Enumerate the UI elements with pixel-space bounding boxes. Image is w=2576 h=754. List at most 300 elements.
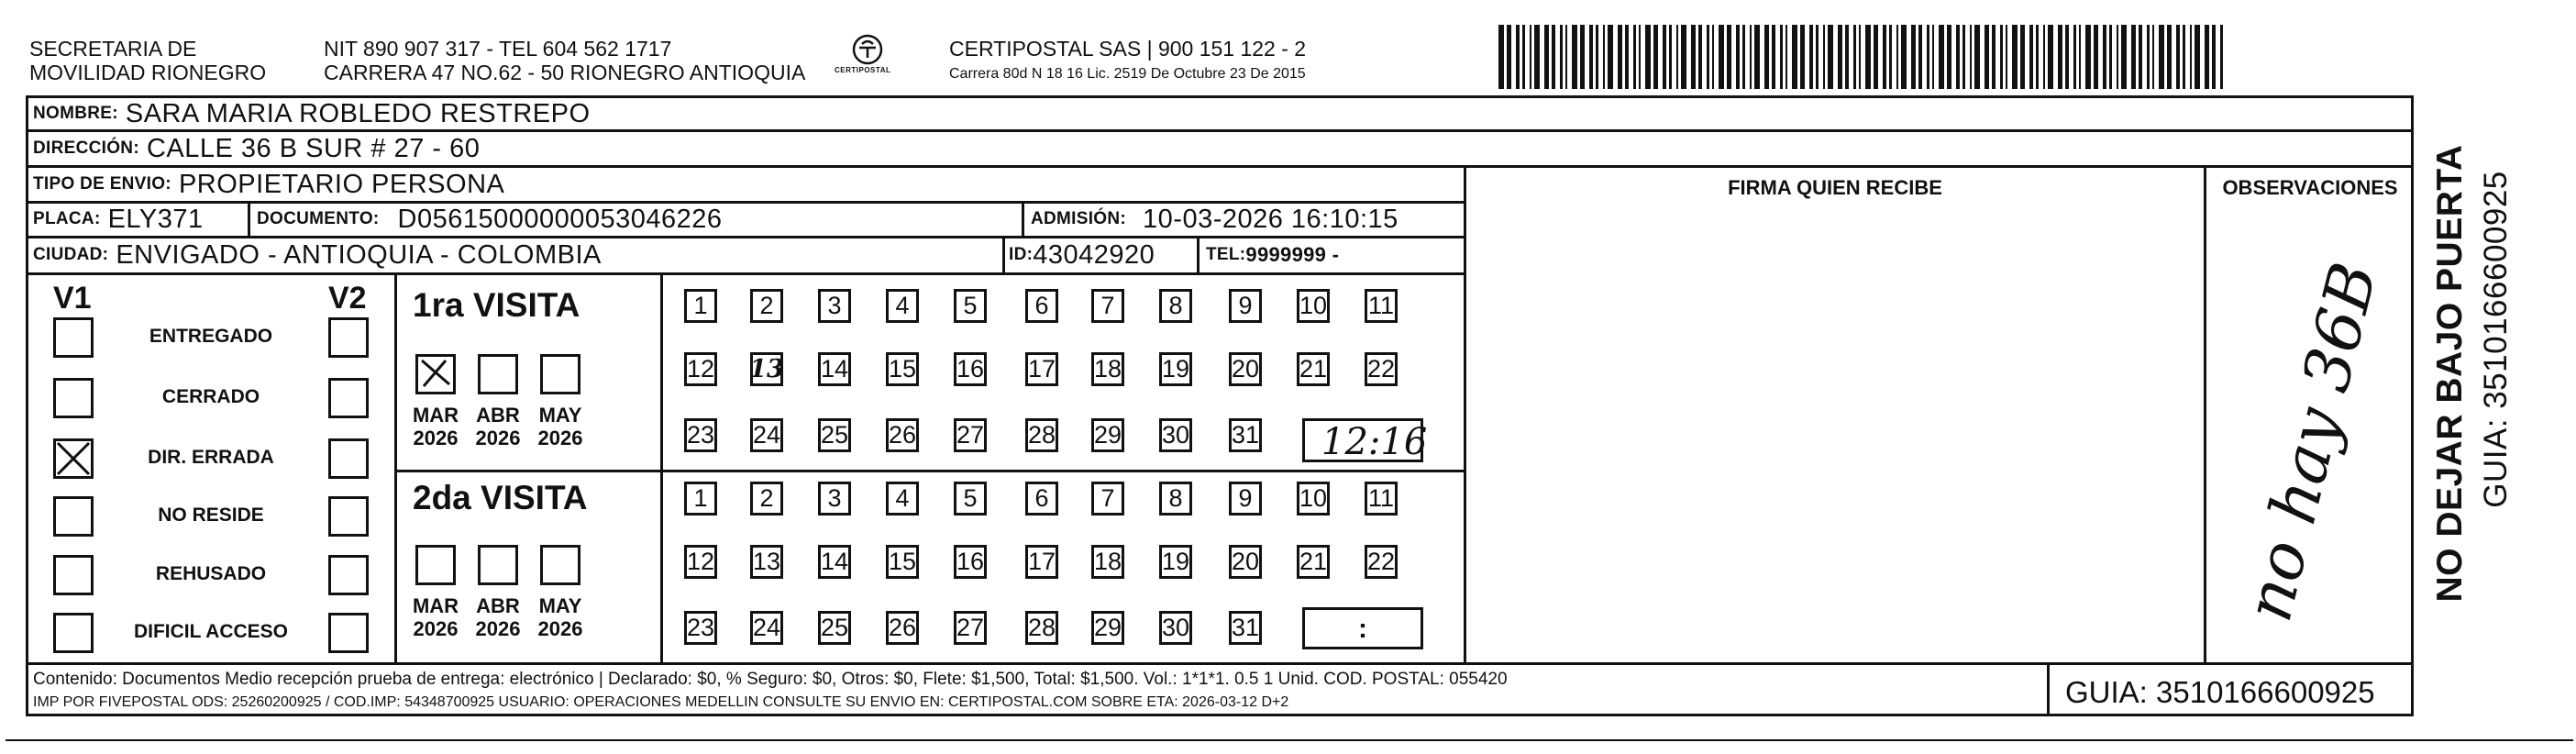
- second-visit-day-8[interactable]: [1159, 482, 1192, 516]
- barcode-bar: [1633, 25, 1636, 89]
- barcode-bar: [2094, 25, 2098, 89]
- first-visit-day-12[interactable]: [684, 352, 717, 386]
- second-visit-month-may[interactable]: [540, 545, 580, 585]
- barcode-bar: [1669, 25, 1672, 89]
- second-visit-day-19[interactable]: [1159, 545, 1192, 579]
- barcode-bar: [1985, 25, 1989, 89]
- day-number: 14: [820, 355, 849, 383]
- day-number: 23: [686, 614, 715, 641]
- v1-checkbox-dir-errada[interactable]: [53, 438, 94, 479]
- day-number: 22: [1366, 355, 1396, 383]
- first-visit-day-11[interactable]: [1365, 289, 1398, 323]
- barcode-bar: [2085, 25, 2091, 89]
- month-label-may: [530, 594, 591, 640]
- barcode-bar: [1823, 25, 1825, 89]
- day-number: 27: [956, 421, 985, 449]
- day-number: 24: [752, 421, 781, 449]
- first-visit-day-16[interactable]: [954, 352, 987, 386]
- second-visit-day-1[interactable]: [684, 482, 717, 516]
- barcode-bar: [1608, 25, 1613, 89]
- month-name: MAR: [412, 404, 459, 427]
- firma-header: FIRMA QUIEN RECIBE: [1728, 176, 1942, 199]
- barcode-bar: [1970, 25, 1972, 89]
- first-visit-day-17[interactable]: [1025, 352, 1058, 386]
- day-number: 27: [956, 614, 985, 641]
- barcode-bar: [1653, 25, 1658, 89]
- documento-value: D05615000000053046226: [397, 204, 723, 234]
- barcode-bar: [1992, 25, 1996, 89]
- placa-value: ELY371: [107, 204, 204, 234]
- month-year: 2026: [475, 617, 521, 640]
- first-visit-day-5[interactable]: [954, 289, 987, 323]
- day-number: 31: [1231, 421, 1260, 449]
- barcode-bar: [2036, 25, 2039, 89]
- day-number: 26: [888, 614, 917, 641]
- second-visit-day-20[interactable]: [1229, 545, 1262, 579]
- first-visit-day-14[interactable]: [818, 352, 851, 386]
- day-number: 15: [888, 355, 917, 383]
- tel-value: 9999999 -: [1245, 243, 1340, 266]
- v2-header: V2: [328, 281, 367, 316]
- first-visit-day-9[interactable]: [1229, 289, 1262, 323]
- barcode-bar: [1896, 25, 1898, 89]
- second-visit-day-14[interactable]: [818, 545, 851, 579]
- bottom-rule: [6, 739, 2573, 741]
- barcode-bar: [1792, 25, 1797, 89]
- first-visit-day-28[interactable]: [1025, 418, 1058, 452]
- barcode-bar: [1698, 25, 1702, 89]
- day-number: 8: [1168, 292, 1183, 319]
- ciudad-value: ENVIGADO - ANTIOQUIA - COLOMBIA: [116, 239, 602, 270]
- month-name: MAR: [412, 594, 459, 617]
- barcode-bar: [2167, 25, 2172, 89]
- barcode-bar: [1974, 25, 1980, 89]
- v1-checkbox-cerrado[interactable]: [53, 378, 94, 418]
- day-number: 9: [1238, 484, 1253, 512]
- second-visit-day-21[interactable]: [1297, 545, 1330, 579]
- status-label-rehusado: REHUSADO: [155, 563, 267, 584]
- observations-handwriting: [2217, 255, 2393, 633]
- barcode-bar: [1800, 25, 1805, 89]
- barcode-bar: [1603, 25, 1605, 89]
- barcode-bar: [1853, 25, 1856, 89]
- barcode-bar: [2020, 25, 2025, 89]
- first-visit-month-abr[interactable]: [478, 354, 518, 394]
- nombre-value: SARA MARIA ROBLEDO RESTREPO: [125, 98, 591, 128]
- second-visit-day-10[interactable]: [1297, 482, 1330, 516]
- second-visit-day-24[interactable]: [750, 611, 783, 645]
- second-visit-day-22[interactable]: [1365, 545, 1398, 579]
- barcode-bar: [1596, 25, 1598, 89]
- admision-value: 10-03-2026 16:10:15: [1143, 204, 1399, 234]
- second-visit-day-27[interactable]: [954, 611, 987, 645]
- footer-guia: GUIA: 3510166600925: [2065, 675, 2375, 709]
- first-visit-day-18[interactable]: [1091, 352, 1124, 386]
- first-visit-day-8[interactable]: [1159, 289, 1192, 323]
- barcode-bar: [1580, 25, 1585, 89]
- barcode-bar: [1889, 25, 1892, 89]
- day-number: 13: [749, 355, 784, 383]
- day-number: 21: [1299, 355, 1328, 383]
- id-row: [1009, 238, 1155, 272]
- tipo-row: [33, 168, 504, 201]
- no-dejar-text: NO DEJAR BAJO PUERTA: [2430, 144, 2470, 603]
- month-label-mar: [405, 404, 466, 449]
- day-number: 8: [1168, 484, 1183, 512]
- day-number: 10: [1299, 484, 1328, 512]
- second-visit-day-5[interactable]: [954, 482, 987, 516]
- v2-checkbox-dir-errada[interactable]: [328, 438, 369, 479]
- barcode-bar: [1809, 25, 1813, 89]
- first-visit-day-20[interactable]: [1229, 352, 1262, 386]
- month-name: ABR: [476, 404, 520, 427]
- day-number: 7: [1100, 292, 1115, 319]
- barcode-bar: [2139, 25, 2142, 89]
- month-name: ABR: [476, 594, 520, 617]
- barcode-bar: [1874, 25, 1878, 89]
- sender-info: [324, 37, 805, 84]
- barcode-bar: [1530, 25, 1531, 89]
- barcode-bar: [1927, 25, 1929, 89]
- admision-label: ADMISIÓN:: [1031, 209, 1127, 228]
- first-visit-day-22[interactable]: [1365, 352, 1398, 386]
- first-visit-day-13[interactable]: [750, 352, 783, 386]
- observaciones-header: OBSERVACIONES: [2222, 176, 2398, 199]
- day-number: 23: [686, 421, 715, 449]
- barcode-bar: [1939, 25, 1944, 89]
- barcode-bar: [1918, 25, 1922, 89]
- day-number: 20: [1231, 548, 1260, 575]
- barcode-bar: [2152, 25, 2154, 89]
- second-visit-day-26[interactable]: [886, 611, 919, 645]
- second-visit-day-29[interactable]: [1091, 611, 1124, 645]
- v2-checkbox-cerrado[interactable]: [328, 378, 369, 418]
- footer-content-line: Contenido: Documentos Medio recepción prueba de entrega: electrónico | Declarado: $0, % Seguro: $0, Otros: $0, Flete: $1,500, Total: $1,500. Vol.: 1*1*1. 0.5 1 Unid. COD. POSTAL: 055420: [33, 670, 1508, 689]
- day-number: 25: [820, 421, 849, 449]
- first-visit-day-19[interactable]: [1159, 352, 1192, 386]
- barcode-bar: [2147, 25, 2150, 89]
- barcode: [1498, 25, 2227, 89]
- day-number: 18: [1093, 548, 1122, 575]
- first-visit-month-may[interactable]: [540, 354, 580, 394]
- day-number: 5: [963, 292, 978, 319]
- barcode-bar: [2176, 25, 2180, 89]
- second-visit-day-13[interactable]: [750, 545, 783, 579]
- logo-text: CERTIPOSTAL: [835, 66, 891, 74]
- second-visit-title: 2da VISITA: [413, 479, 588, 516]
- day-number: 29: [1093, 614, 1122, 641]
- first-visit-day-10[interactable]: [1297, 289, 1330, 323]
- month-name: MAY: [538, 404, 582, 427]
- placa-row: [33, 203, 204, 236]
- day-number: 6: [1034, 292, 1049, 319]
- barcode-bar: [2029, 25, 2033, 89]
- second-visit-day-17[interactable]: [1025, 545, 1058, 579]
- license-line: Carrera 80d N 18 16 Lic. 2519 De Octubre 23 De 2015: [949, 66, 1306, 82]
- month-label-abr: [468, 404, 528, 449]
- day-number: 4: [895, 292, 910, 319]
- second-visit-day-15[interactable]: [886, 545, 919, 579]
- barcode-bar: [1618, 25, 1622, 89]
- ciudad-label: CIUDAD:: [33, 245, 109, 264]
- barcode-bar: [2006, 25, 2007, 89]
- barcode-bar: [1507, 25, 1511, 89]
- day-number: 21: [1299, 548, 1328, 575]
- first-visit-time: 12:16: [1321, 421, 1428, 463]
- second-visit-day-18[interactable]: [1091, 545, 1124, 579]
- day-number: 12: [686, 355, 715, 383]
- first-visit-day-31[interactable]: [1229, 418, 1262, 452]
- first-visit-day-23[interactable]: [684, 418, 717, 452]
- month-label-abr: [468, 594, 528, 640]
- barcode-bar: [1681, 25, 1686, 89]
- first-visit-day-26[interactable]: [886, 418, 919, 452]
- barcode-bar: [1859, 25, 1861, 89]
- barcode-bar: [1901, 25, 1907, 89]
- barcode-bar: [2131, 25, 2136, 89]
- barcode-bar: [2103, 25, 2106, 89]
- barcode-bar: [2065, 25, 2069, 89]
- barcode-bar: [1772, 25, 1775, 89]
- first-visit-day-6[interactable]: [1025, 289, 1058, 323]
- first-visit-day-21[interactable]: [1297, 352, 1330, 386]
- first-visit-day-4[interactable]: [886, 289, 919, 323]
- second-visit-month-abr[interactable]: [478, 545, 518, 585]
- sender-line-2: MOVILIDAD RIONEGRO: [29, 61, 267, 84]
- second-visit-day-23[interactable]: [684, 611, 717, 645]
- day-number: 6: [1034, 484, 1049, 512]
- barcode-bar: [2048, 25, 2053, 89]
- barcode-bar: [1816, 25, 1819, 89]
- x-mark-icon: [56, 441, 91, 476]
- barcode-bar: [1764, 25, 1769, 89]
- day-number: 5: [963, 484, 978, 512]
- month-name: MAY: [538, 594, 582, 617]
- v1-header: V1: [53, 281, 92, 316]
- month-label-may: [530, 404, 591, 449]
- barcode-bar: [1712, 25, 1714, 89]
- direccion-value: CALLE 36 B SUR # 27 - 60: [146, 133, 481, 163]
- tel-label: TEL:: [1206, 245, 1246, 264]
- day-number: 3: [827, 292, 842, 319]
- month-label-mar: [405, 594, 466, 640]
- barcode-bar: [1625, 25, 1629, 89]
- day-number: 1: [693, 292, 708, 319]
- day-number: 12: [686, 548, 715, 575]
- second-visit-day-3[interactable]: [818, 482, 851, 516]
- day-number: 3: [827, 484, 842, 512]
- second-visit-day-6[interactable]: [1025, 482, 1058, 516]
- day-number: 31: [1231, 614, 1260, 641]
- barcode-bar: [1572, 25, 1577, 89]
- barcode-bar: [1883, 25, 1886, 89]
- company-line: CERTIPOSTAL SAS | 900 151 122 - 2: [949, 37, 1307, 61]
- barcode-bar: [1498, 25, 1504, 89]
- barcode-bar: [1828, 25, 1833, 89]
- direccion-row: [33, 132, 480, 165]
- second-visit-day-12[interactable]: [684, 545, 717, 579]
- month-year: 2026: [413, 427, 459, 449]
- barcode-bar: [2220, 25, 2223, 89]
- second-visit-time: :: [1358, 614, 1367, 644]
- sender-name: [29, 37, 266, 84]
- second-visit-day-16[interactable]: [954, 545, 987, 579]
- first-visit-day-30[interactable]: [1159, 418, 1192, 452]
- first-visit-month-mar[interactable]: [415, 354, 456, 394]
- second-visit-day-25[interactable]: [818, 611, 851, 645]
- month-year: 2026: [537, 617, 583, 640]
- v1-checkbox-no-reside[interactable]: [53, 496, 94, 537]
- nombre-row: [33, 97, 591, 130]
- address-line: CARRERA 47 NO.62 - 50 RIONEGRO ANTIOQUIA: [324, 61, 806, 84]
- barcode-bar: [1754, 25, 1760, 89]
- v2-checkbox-no-reside[interactable]: [328, 496, 369, 537]
- day-number: 19: [1161, 355, 1190, 383]
- day-number: 18: [1093, 355, 1122, 383]
- second-visit-month-mar[interactable]: [415, 545, 456, 585]
- v1-checkbox-rehusado[interactable]: [53, 555, 94, 595]
- side-strip: [2414, 0, 2514, 662]
- second-visit-day-9[interactable]: [1229, 482, 1262, 516]
- day-number: 2: [759, 292, 774, 319]
- status-label-cerrado: CERRADO: [161, 386, 260, 407]
- barcode-bar: [2195, 25, 2200, 89]
- day-number: 30: [1161, 421, 1190, 449]
- v1-checkbox-entregado[interactable]: [53, 317, 94, 358]
- barcode-bar: [1522, 25, 1525, 89]
- barcode-bar: [1865, 25, 1871, 89]
- day-number: 19: [1161, 548, 1190, 575]
- barcode-bar: [2073, 25, 2076, 89]
- day-number: 7: [1100, 484, 1115, 512]
- day-number: 29: [1093, 421, 1122, 449]
- barcode-bar: [2109, 25, 2112, 89]
- day-number: 9: [1238, 292, 1253, 319]
- barcode-bar: [1691, 25, 1696, 89]
- day-number: 11: [1367, 484, 1395, 512]
- barcode-bar: [2121, 25, 2127, 89]
- observations-text: no hay 36B: [2230, 255, 2393, 629]
- second-visit-day-4[interactable]: [886, 482, 919, 516]
- id-label: ID:: [1009, 245, 1034, 264]
- barcode-bar: [2079, 25, 2081, 89]
- day-number: 4: [895, 484, 910, 512]
- tipo-label: TIPO DE ENVIO:: [33, 174, 171, 194]
- day-number: 17: [1027, 355, 1056, 383]
- barcode-bar: [1534, 25, 1540, 89]
- first-visit-day-2[interactable]: [750, 289, 783, 323]
- tipo-value: PROPIETARIO PERSONA: [178, 169, 505, 199]
- day-number: 30: [1161, 614, 1190, 641]
- day-number: 20: [1231, 355, 1260, 383]
- barcode-bar: [1727, 25, 1731, 89]
- nit-line: NIT 890 907 317 - TEL 604 562 1717: [324, 37, 672, 61]
- direccion-label: DIRECCIÓN:: [33, 139, 139, 158]
- ciudad-row: [33, 238, 602, 272]
- barcode-bar: [1707, 25, 1709, 89]
- first-visit-day-25[interactable]: [818, 418, 851, 452]
- first-visit-day-29[interactable]: [1091, 418, 1124, 452]
- barcode-bar: [1663, 25, 1666, 89]
- barcode-bar: [2043, 25, 2045, 89]
- first-visit-day-24[interactable]: [750, 418, 783, 452]
- barcode-bar: [2190, 25, 2192, 89]
- barcode-bar: [2183, 25, 2185, 89]
- tel-row: [1206, 238, 1346, 272]
- v2-checkbox-rehusado[interactable]: [328, 555, 369, 595]
- x-mark-icon: [418, 357, 453, 392]
- first-visit-day-7[interactable]: [1091, 289, 1124, 323]
- day-number: 10: [1299, 292, 1328, 319]
- month-year: 2026: [413, 617, 459, 640]
- barcode-bar: [1560, 25, 1563, 89]
- barcode-bar: [2212, 25, 2216, 89]
- second-visit-day-30[interactable]: [1159, 611, 1192, 645]
- barcode-bar: [1645, 25, 1651, 89]
- first-visit-day-27[interactable]: [954, 418, 987, 452]
- barcode-bar: [1932, 25, 1934, 89]
- certipostal-logo-icon: [851, 33, 884, 66]
- day-number: 16: [956, 355, 985, 383]
- barcode-bar: [1552, 25, 1555, 89]
- v1-checkbox-dificil-acceso[interactable]: [53, 613, 94, 653]
- first-visit-title: 1ra VISITA: [413, 286, 580, 324]
- status-label-entregado: ENTREGADO: [149, 326, 273, 347]
- barcode-bar: [2012, 25, 2018, 89]
- nombre-label: NOMBRE:: [33, 104, 118, 123]
- day-number: 11: [1367, 292, 1395, 319]
- first-visit-time-box[interactable]: [1302, 418, 1428, 463]
- barcode-bar: [1676, 25, 1678, 89]
- month-year: 2026: [475, 427, 521, 449]
- barcode-bar: [1516, 25, 1520, 89]
- barcode-bar: [1565, 25, 1567, 89]
- day-number: 14: [820, 548, 849, 575]
- second-visit-day-11[interactable]: [1365, 482, 1398, 516]
- v2-checkbox-entregado[interactable]: [328, 317, 369, 358]
- documento-label: DOCUMENTO:: [257, 209, 380, 228]
- barcode-bar: [1786, 25, 1787, 89]
- barcode-bar: [2000, 25, 2003, 89]
- second-visit-day-28[interactable]: [1025, 611, 1058, 645]
- status-label-dir-errada: DIR. ERRADA: [148, 447, 274, 468]
- day-number: 16: [956, 548, 985, 575]
- barcode-bar: [1911, 25, 1916, 89]
- day-number: 17: [1027, 548, 1056, 575]
- second-visit-day-2[interactable]: [750, 482, 783, 516]
- day-number: 28: [1027, 614, 1056, 641]
- status-label-no-reside: NO RESIDE: [158, 505, 264, 526]
- second-visit-day-7[interactable]: [1091, 482, 1124, 516]
- v2-checkbox-dificil-acceso[interactable]: [328, 613, 369, 653]
- second-visit-time-box[interactable]: [1302, 607, 1423, 649]
- admision-row: [1031, 203, 1399, 236]
- day-number: 28: [1027, 421, 1056, 449]
- first-visit-day-15[interactable]: [886, 352, 919, 386]
- day-number: 25: [820, 614, 849, 641]
- barcode-bar: [2205, 25, 2209, 89]
- barcode-bar: [1845, 25, 1849, 89]
- second-visit-day-31[interactable]: [1229, 611, 1262, 645]
- side-guia-text: GUIA: 3510166600925: [2478, 171, 2514, 508]
- barcode-bar: [2159, 25, 2164, 89]
- first-visit-day-1[interactable]: [684, 289, 717, 323]
- footer-imp-line: IMP POR FIVEPOSTAL ODS: 25260200925 / COD.IMP: 54348700925 USUARIO: OPERACIONES MEDELLIN CONSULTE SU ENVIO EN: CERTIPOSTAL.COM SOBRE ETA: 2026-03-12 D+2: [33, 694, 1289, 710]
- barcode-bar: [2117, 25, 2118, 89]
- day-number: 15: [888, 548, 917, 575]
- first-visit-day-3[interactable]: [818, 289, 851, 323]
- barcode-bar: [1947, 25, 1951, 89]
